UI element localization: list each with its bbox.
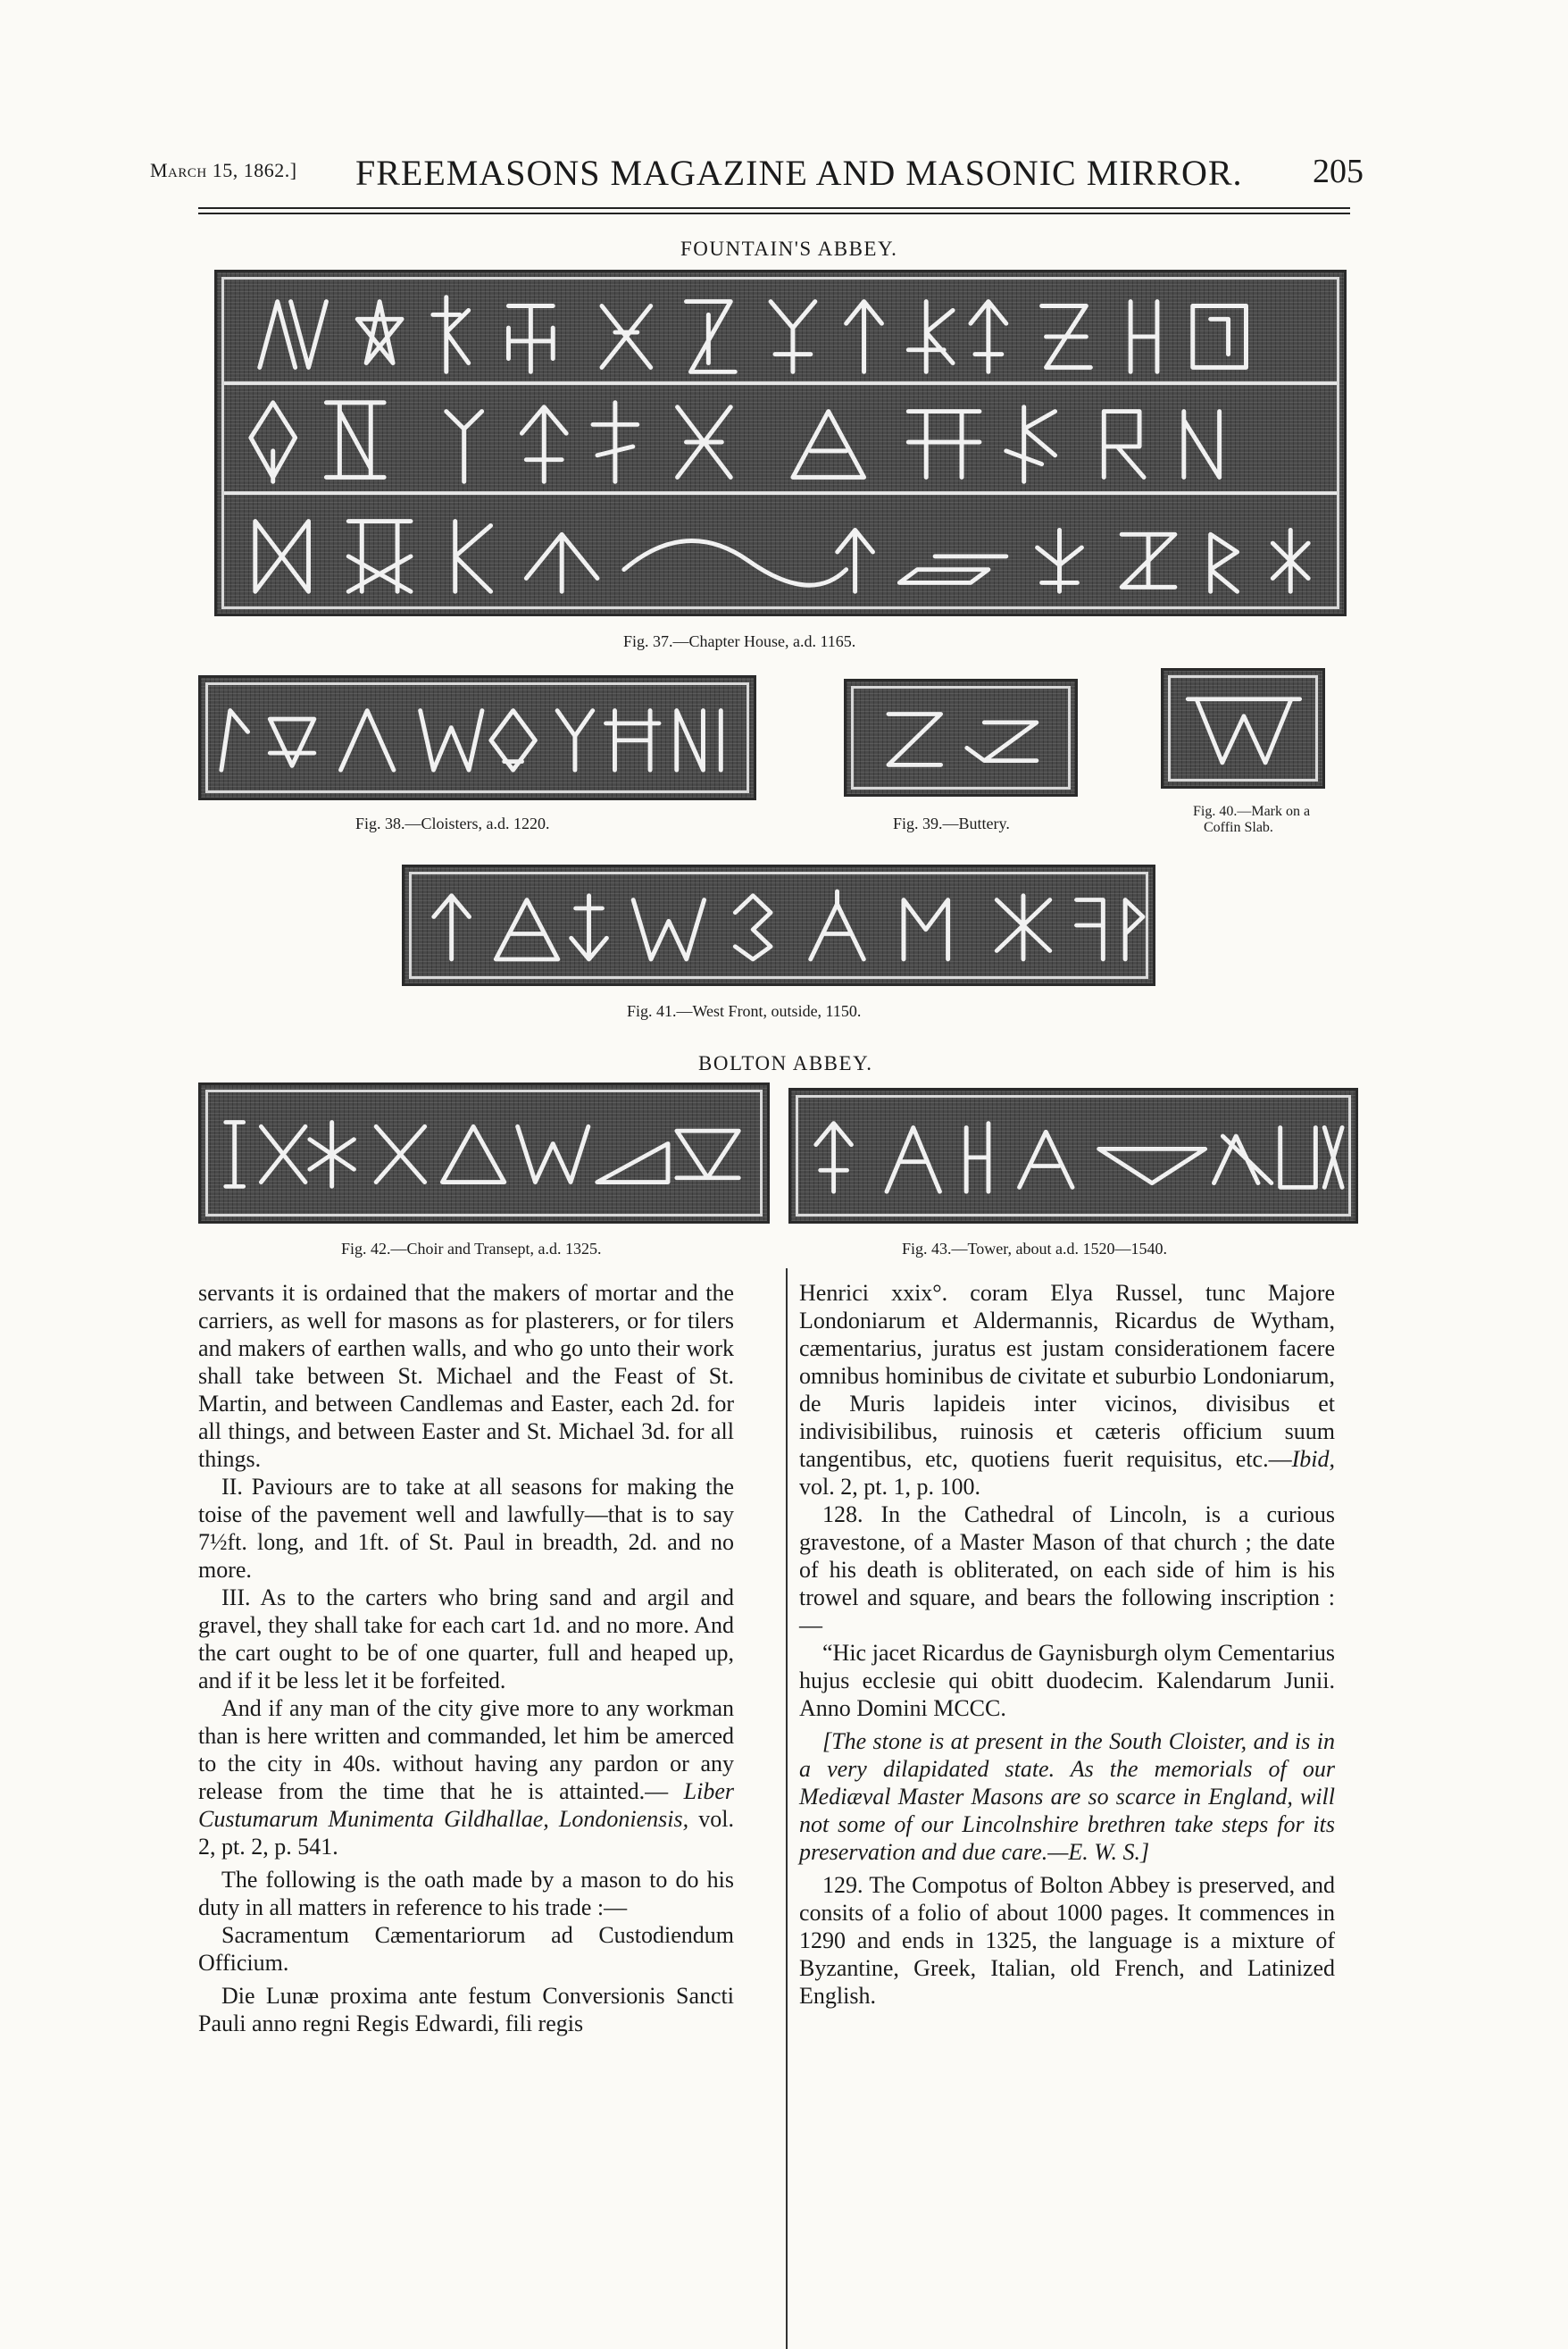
fig43-rune-marks [798, 1098, 1348, 1214]
fountains-title: FOUNTAIN'S ABBEY. [680, 238, 898, 260]
bolton-title: BOLTON ABBEY. [698, 1052, 873, 1074]
fig41-engraving [402, 865, 1155, 986]
left-paragraph-7: Die Lunæ proxima ante festum Conversionis Sancti Pauli anno regni Regis Edwardi, fili regis [198, 1983, 734, 2036]
right-citation-ref: vol. 2, pt. 1, p. 100. [799, 1474, 980, 1500]
page-number: 205 [1313, 153, 1364, 190]
fig41-rune-marks [412, 874, 1146, 976]
fig37-engraving [214, 270, 1347, 616]
header-rule-thin [198, 213, 1350, 214]
fig39-engraving [844, 679, 1078, 797]
left-paragraph-1: servants it is ordained that the makers of mortar and the carriers, as well for masons as for plasterers, or for tilers and makers of earthen walls, and who go unto their work shall take between St. Michael and the Feast of St. Martin, and between Candlemas and Easter, each 2d. for all things, and between Easter and St. Michael 3d. for all things. [198, 1280, 734, 1472]
left-column [198, 1279, 734, 2037]
right-paragraph-2: 128. In the Cathedral of Lincoln, is a curious gravestone, of a Master Mason of that church ; the date of his death is obliterated, on each side of him is his trowel and square, and bears the following inscription :— [799, 1501, 1335, 1638]
fig43-engraving [788, 1088, 1358, 1224]
fig39-caption: Fig. 39.—Buttery. [893, 815, 1010, 832]
fig40-caption-line2: Coffin Slab. [1204, 820, 1273, 835]
fig40-caption-line1: Fig. 40.—Mark on a [1193, 804, 1311, 819]
left-paragraph-2: II. Paviours are to take at all seasons for making the toise of the pavement well and lawfully—that is to say 7½ft. long, and 1ft. of St. Paul in breadth, 2d. and no more. [198, 1474, 734, 1583]
fig42-rune-marks [208, 1092, 760, 1214]
fig40-engraving [1161, 668, 1325, 789]
fig38-rune-marks [208, 685, 746, 790]
fig37-caption: Fig. 37.—Chapter House, a.d. 1165. [623, 632, 856, 650]
left-citation-ref: vol. 2, pt. 2, p. 541. [198, 1806, 734, 1860]
fig42-caption: Fig. 42.—Choir and Transept, a.d. 1325. [341, 1240, 602, 1258]
header-rule [198, 207, 1350, 209]
fig38-caption: Fig. 38.—Cloisters, a.d. 1220. [355, 815, 550, 832]
fig38-engraving [198, 675, 756, 800]
right-citation: Ibid, [1291, 1446, 1335, 1472]
right-paragraph-3: “Hic jacet Ricardus de Gaynisburgh olym Cementarius hujus ecclesie qui obitt duodecim. Kalendarum Junii. Anno Domini MCCC. [799, 1640, 1335, 1721]
fig37-rune-marks [224, 280, 1337, 606]
fig39-rune-marks [854, 689, 1068, 787]
fig41-caption: Fig. 41.—West Front, outside, 1150. [627, 1002, 862, 1020]
fig43-caption: Fig. 43.—Tower, about a.d. 1520—1540. [902, 1240, 1167, 1258]
left-paragraph-6: Sacramentum Cæmentariorum ad Custodiendum Officium. [198, 1922, 734, 1976]
right-column [799, 1279, 1335, 2010]
right-paragraph-5: 129. The Compotus of Bolton Abbey is preserved, and consits of a folio of about 1000 pages. It commences in 1290 and ends in 1325, the language is a mixture of Byzantine, Greek, Italian, old French, and Latinized English. [799, 1872, 1335, 2009]
left-paragraph-4 [198, 1694, 734, 1860]
fig42-engraving [198, 1083, 770, 1224]
fig40-rune-marks [1171, 678, 1315, 779]
header-date: March 15, 1862.] [150, 159, 297, 181]
left-citation: Liber Custumarum Munimenta Gildhallae, Londoniensis, [198, 1778, 734, 1832]
right-paragraph-4: [The stone is at present in the South Cloister, and is in a very dilapidated state. As the memorials of our Mediæval Master Masons are so scarce in England, will not some of our Lincolnshire brethren take steps for its preservation and due care.—E. W. S.] [799, 1728, 1335, 1865]
left-paragraph-5: The following is the oath made by a mason to do his duty in all matters in reference to his trade :— [198, 1867, 734, 1920]
right-paragraph-1 [799, 1279, 1335, 1501]
left-paragraph-4-text: And if any man of the city give more to any workman than is here written and commanded, let him be amerced to the city in 40s. without having any pardon or any release from the time that he is attainted.— [198, 1695, 734, 1804]
column-divider [786, 1268, 788, 2349]
header-title: FREEMASONS MAGAZINE AND MASONIC MIRROR. [355, 153, 1243, 193]
right-paragraph-1-text: Henrici xxix°. coram Elya Russel, tunc Majore Londoniarum et Aldermannis, Ricardus de Wytham, cæmentarius, juratus est justam considerationem facere omnibus hominibus de civitate et suburbio Londoniarum, de Muris lapideis inter vicinos, divisibus et indivisibilibus, ruinosis et cæteris officium suum tangentibus, etc, quotiens fuerit requisitus, etc.— [799, 1280, 1335, 1472]
left-paragraph-3: III. As to the carters who bring sand and argil and gravel, they shall take for each cart 1d. and no more. And the cart ought to be of one quarter, full and heaped up, and if it be less let it be forfeited. [198, 1584, 734, 1693]
